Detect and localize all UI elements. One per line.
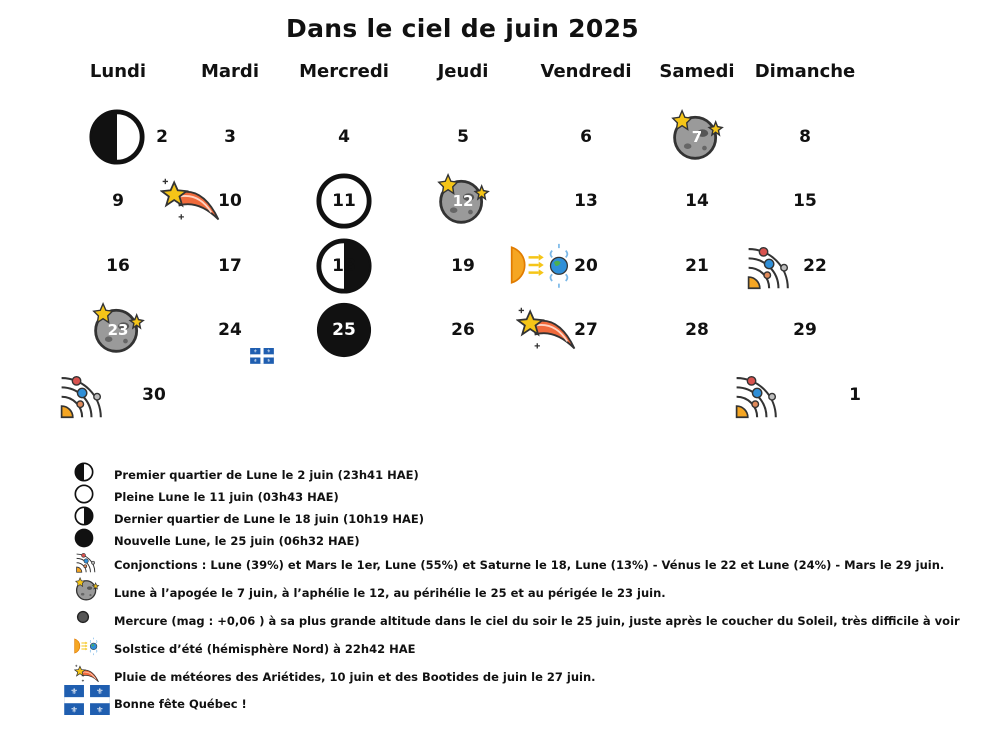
- day-number: 4: [338, 127, 350, 147]
- day-number: 5: [457, 127, 469, 147]
- conjunction-icon: [731, 365, 787, 425]
- weekday-5: Vendredi: [540, 61, 632, 82]
- day-number: 17: [218, 256, 242, 276]
- weekday-6: Samedi: [659, 61, 735, 82]
- weekday-1: Lundi: [89, 61, 147, 82]
- day-cell-20: [574, 256, 598, 276]
- day-number: 27: [574, 320, 598, 340]
- day-cell-11: [332, 191, 356, 211]
- svg-text:⚜: ⚜: [96, 686, 104, 697]
- day-cell-13: [574, 191, 598, 211]
- legend-text: Solstice d’été (hémisphère Nord) à 22h42 HAE: [114, 642, 416, 656]
- day-cell-27: [574, 320, 598, 340]
- day-number: 10: [218, 191, 242, 211]
- day-cell-15: [793, 191, 817, 211]
- svg-text:⚜: ⚜: [266, 349, 271, 355]
- day-cell-22: [803, 256, 827, 276]
- legend-text: Conjonctions : Lune (39%) et Mars le 1er, Lune (55%) et Saturne le 18, Lune (13%) - Vénus le 22 et Lune (24%) - Mars le 29 juin.: [114, 558, 945, 572]
- day-cell-26: [451, 320, 475, 340]
- day-cell-29: [793, 320, 817, 340]
- day-number: 8: [799, 127, 811, 147]
- day-cell-6: [580, 127, 592, 147]
- day-cell-17: [218, 256, 242, 276]
- svg-text:⚜: ⚜: [253, 349, 258, 355]
- page-title: Dans le ciel de juin 2025: [286, 14, 639, 43]
- day-cell-2: [118, 127, 168, 147]
- legend-text: Bonne fête Québec !: [114, 697, 247, 711]
- day-number: 6: [580, 127, 592, 147]
- day-number: 21: [685, 256, 709, 276]
- svg-text:⚜: ⚜: [70, 704, 78, 715]
- day-cell-23: [107, 321, 129, 339]
- day-number: 16: [106, 256, 130, 276]
- day-cell-12: [452, 192, 474, 210]
- weekday-2: Mardi: [201, 61, 259, 82]
- legend-text: Pleine Lune le 11 juin (03h43 HAE): [114, 490, 339, 504]
- day-number: 18: [332, 256, 356, 276]
- svg-text:⚜: ⚜: [253, 359, 258, 364]
- mercury-icon: [62, 608, 108, 632]
- day-cell-25: [332, 320, 356, 340]
- day-number: 26: [451, 320, 475, 340]
- day-cell-14: [685, 191, 709, 211]
- day-cell-18: [332, 256, 356, 276]
- day-number: 30: [142, 385, 166, 405]
- solstice-icon: [510, 240, 578, 294]
- weekday-4: Jeudi: [437, 61, 489, 82]
- legend-text: Nouvelle Lune, le 25 juin (06h32 HAE): [114, 534, 360, 548]
- weekday-7: Dimanche: [754, 61, 856, 82]
- day-number: 24: [218, 320, 242, 340]
- day-number: 25: [332, 320, 356, 340]
- day-number: 19: [451, 256, 475, 276]
- day-number: 12: [452, 192, 474, 210]
- day-cell-1: [805, 385, 861, 405]
- svg-text:⚜: ⚜: [96, 704, 104, 715]
- svg-text:⚜: ⚜: [70, 686, 78, 697]
- day-cell-30: [118, 385, 166, 405]
- full-moon-icon: [62, 484, 108, 508]
- day-cell-8: [799, 127, 811, 147]
- day-cell-9: [112, 191, 124, 211]
- day-number: 20: [574, 256, 598, 276]
- first-quarter-moon-icon: [88, 108, 146, 170]
- quebec-flag-icon: [62, 686, 108, 715]
- conjunction-icon: [62, 552, 108, 576]
- first-quarter-moon-icon: [62, 462, 108, 486]
- day-number: 22: [803, 256, 827, 276]
- weekday-3: Mercredi: [299, 61, 389, 82]
- day-cell-10: [218, 191, 242, 211]
- moon-distance-icon: [62, 580, 108, 604]
- conjunction-icon: [56, 365, 112, 425]
- day-number: 11: [332, 191, 356, 211]
- legend-text: Dernier quartier de Lune le 18 juin (10h19 HAE): [114, 512, 425, 526]
- day-cell-19: [451, 256, 475, 276]
- meteor-shower-icon: [160, 177, 222, 231]
- day-cell-21: [685, 256, 709, 276]
- last-quarter-moon-icon: [62, 506, 108, 530]
- day-cell-3: [224, 127, 236, 147]
- day-number: 29: [793, 320, 817, 340]
- day-number: 1: [849, 385, 861, 405]
- day-number: 3: [224, 127, 236, 147]
- legend-text: Mercure (mag : +0,06 ) à sa plus grande altitude dans le ciel du soir le 25 juin, juste après le coucher du Soleil, très difficile à voir: [114, 614, 960, 628]
- day-cell-7: [691, 128, 703, 146]
- day-number: 23: [107, 321, 129, 339]
- day-cell-24: [218, 320, 271, 364]
- day-number: 7: [691, 128, 703, 146]
- day-number: 9: [112, 191, 124, 211]
- day-cell-4: [338, 127, 350, 147]
- legend-text: Premier quartier de Lune le 2 juin (23h41 HAE): [114, 468, 419, 482]
- day-cell-28: [685, 320, 709, 340]
- legend-text: Pluie de météores des Ariétides, 10 juin et des Bootides de juin le 27 juin.: [114, 670, 596, 684]
- day-cell-16: [106, 256, 130, 276]
- legend-text: Lune à l’apogée le 7 juin, à l’aphélie le 12, au périhélie le 25 et au périgée le 23 juin.: [114, 586, 666, 600]
- conjunction-icon: [743, 236, 799, 296]
- day-number: 13: [574, 191, 598, 211]
- meteor-shower-icon: [516, 306, 578, 360]
- day-number: 15: [793, 191, 817, 211]
- solstice-icon: [62, 636, 108, 660]
- day-number: 2: [156, 127, 168, 147]
- quebec-flag-icon: [250, 348, 274, 368]
- day-number: 28: [685, 320, 709, 340]
- svg-text:⚜: ⚜: [266, 359, 271, 364]
- day-number: 14: [685, 191, 709, 211]
- day-cell-5: [457, 127, 469, 147]
